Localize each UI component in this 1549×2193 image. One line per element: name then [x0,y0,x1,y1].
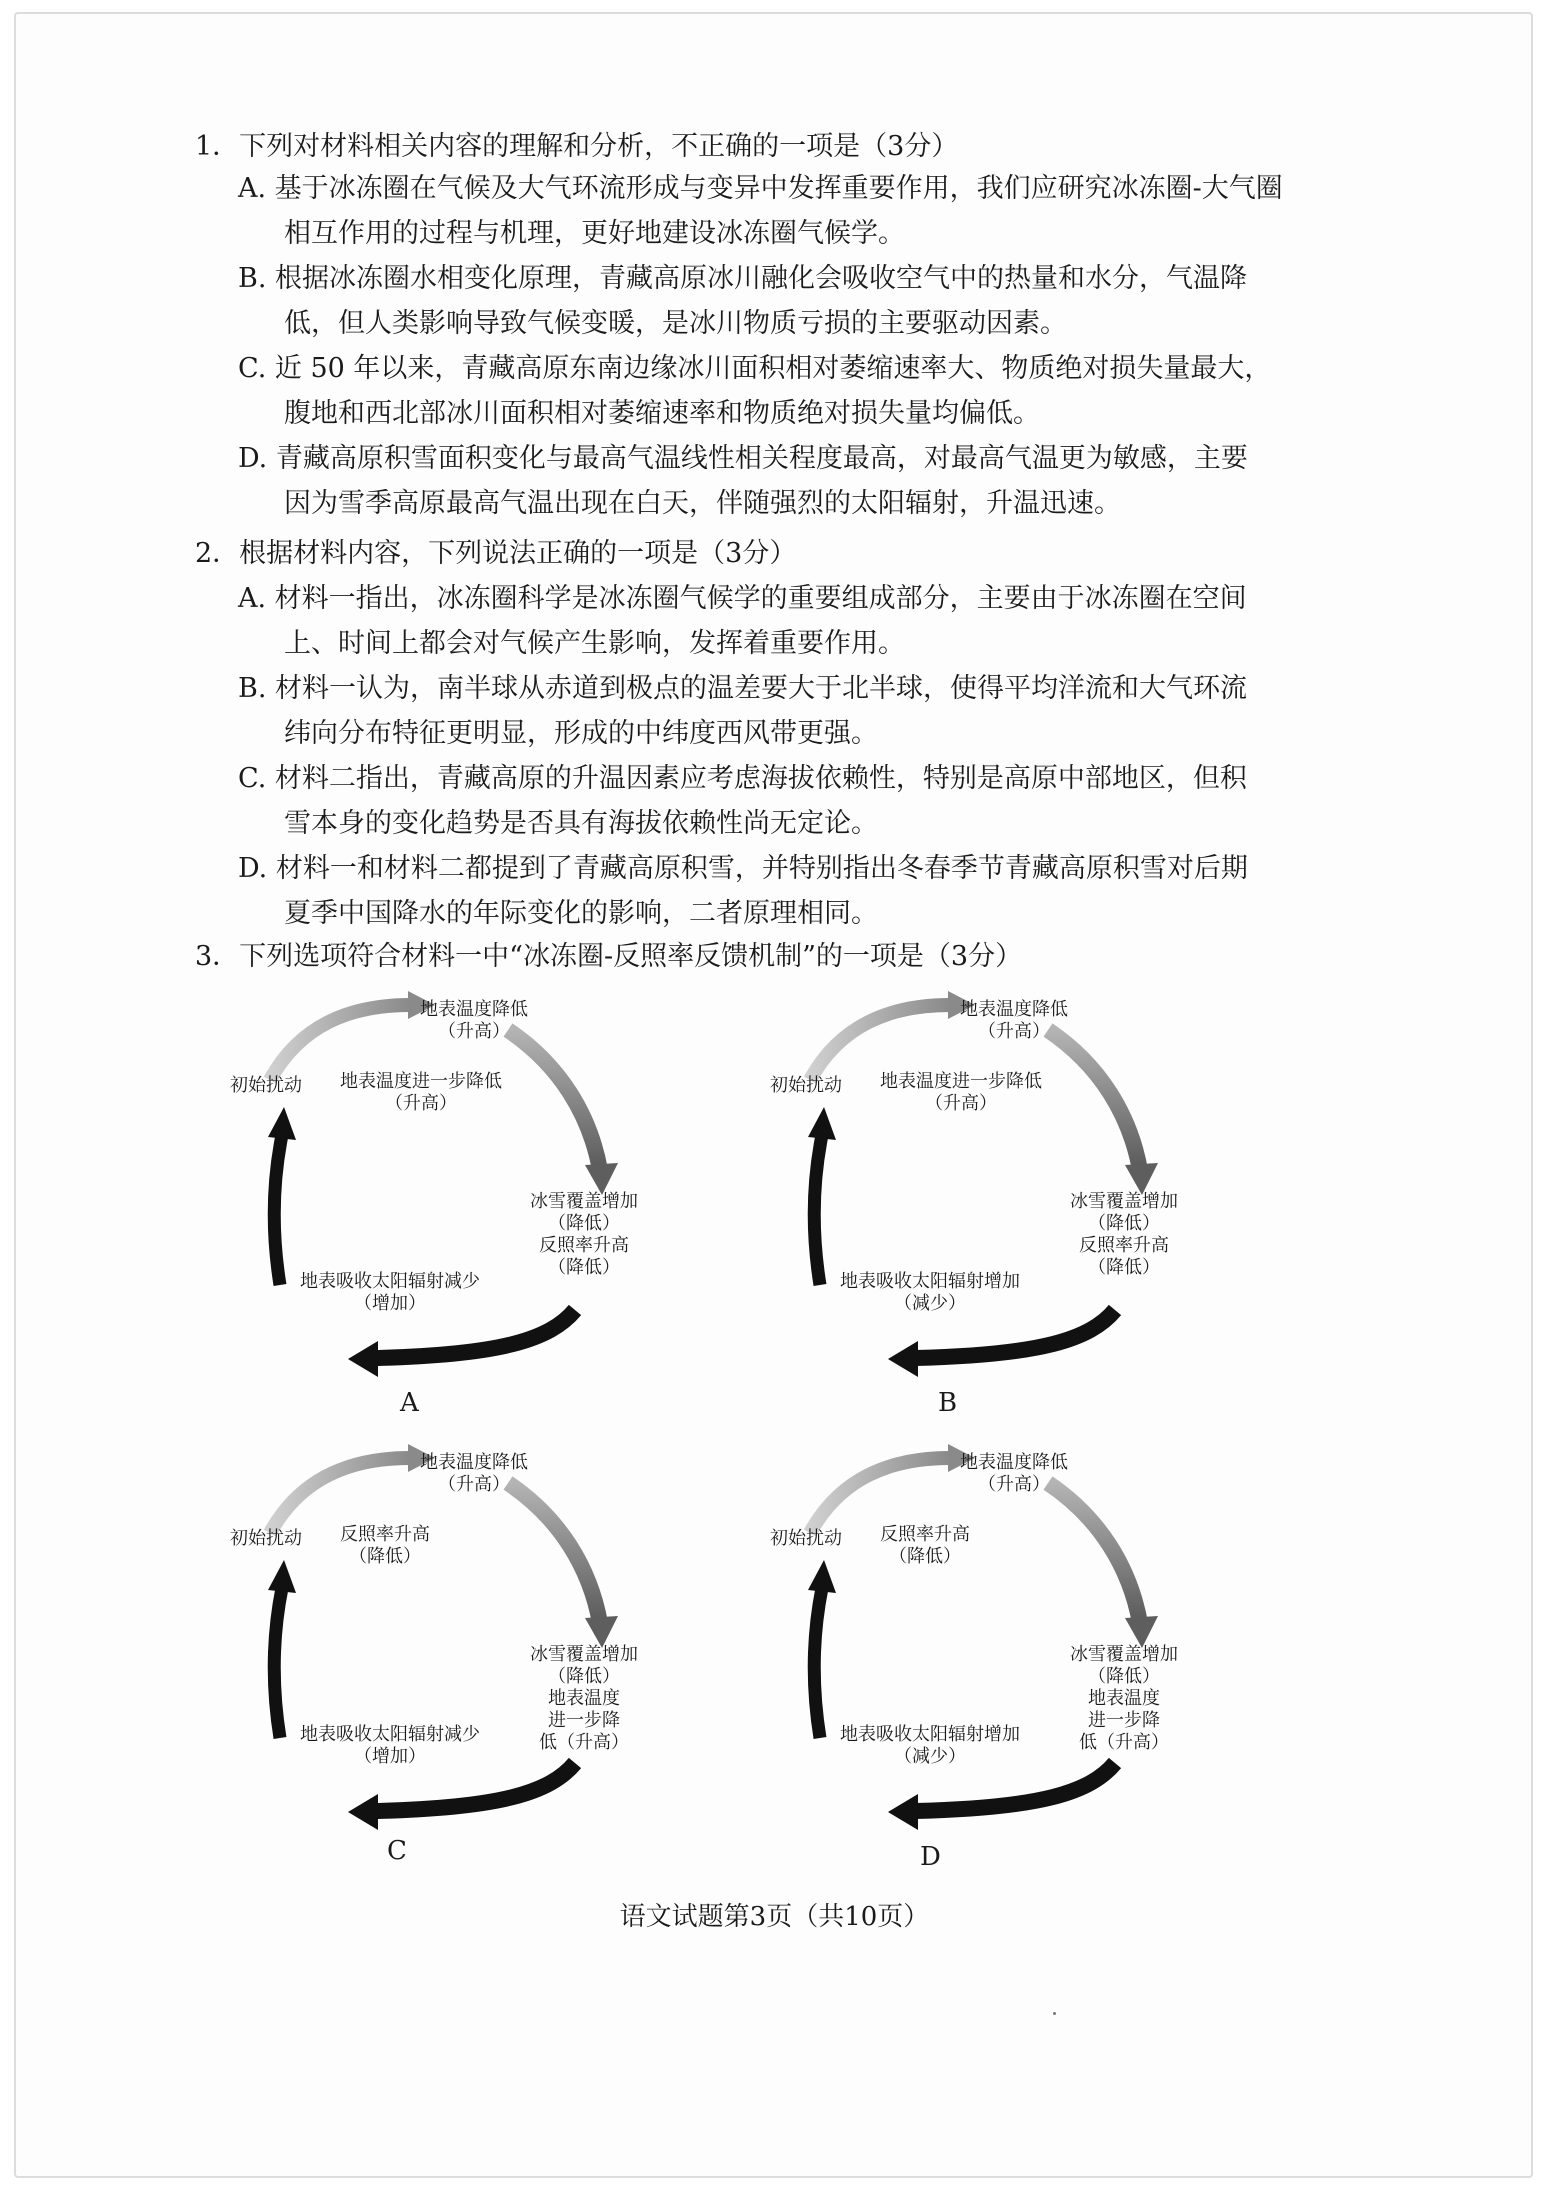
arrowhead-bottom [348,1794,378,1830]
label-top: 地表温度降低 （升高） [960,1452,1068,1495]
arrow-left [274,1135,282,1285]
label-right-line: 冰雪覆盖增加 [530,1191,638,1212]
arrowhead-bottom [348,1341,378,1377]
label-bottom: 地表吸收太阳辐射减少 （增加） [300,1271,480,1314]
label-top: 地表温度降低 （升高） [420,999,528,1042]
arrow-top [270,1005,410,1080]
label-center: 地表温度进一步降低 （升高） [340,1071,502,1114]
label-right-line: 地表温度 [1088,1688,1160,1709]
label-right-line: 进一步降 [1088,1710,1160,1731]
arrow-right [508,1030,600,1170]
question-2-option-a: A. 材料一指出，冰冻圈科学是冰冻圈气候学的重要组成部分，主要由于冰冻圈在空间 上、时间上都会对气候产生影响，发挥着重要作用。 [238,583,1247,659]
question-3-stem: 3．下列选项符合材料一中“冰冻圈-反照率反馈机制”的一项是（3分） [195,941,1023,972]
cycle-arrows [770,1438,1240,1838]
arrow-right [1048,1030,1140,1170]
label-right-line: 反照率升高 [1079,1235,1169,1256]
label-right [530,1191,638,1279]
arrow-bottom [375,1763,575,1811]
label-bottom: 地表吸收太阳辐射减少 （增加） [300,1724,480,1767]
arrow-left [814,1135,822,1285]
arrowhead-left [808,1560,836,1593]
label-right-line: （降低） [1088,1213,1160,1234]
label-right-line: 低（升高） [539,1732,629,1753]
label-right [1070,1191,1178,1279]
diagram-letter-b: B [938,1388,958,1418]
label-right-line: 进一步降 [548,1710,620,1731]
label-top: 地表温度降低 （升高） [420,1452,528,1495]
arrow-top [270,1458,410,1533]
question-1-option-c: C. 近 50 年以来，青藏高原东南边缘冰川面积相对萎缩速率大、物质绝对损失量最大， 腹地和西北部冰川面积相对萎缩速率和物质绝对损失量均偏低。 [238,353,1272,429]
question-1-option-b: B. 根据冰冻圈水相变化原理，青藏高原冰川融化会吸收空气中的热量和水分，气温降 低，但人类影响导致气候变暖，是冰川物质亏损的主要驱动因素。 [238,263,1248,339]
label-right-line: 冰雪覆盖增加 [530,1644,638,1665]
feedback-diagram-a [230,985,700,1385]
arrow-bottom [375,1310,575,1358]
feedback-diagram-c [230,1438,700,1838]
label-right-line: （降低） [548,1666,620,1687]
label-right-line: 冰雪覆盖增加 [1070,1644,1178,1665]
cycle-arrows [230,985,700,1385]
label-right [1070,1644,1178,1754]
arrowhead-left [268,1560,296,1593]
label-center: 地表温度进一步降低 （升高） [880,1071,1042,1114]
label-left: 初始扰动 [770,1075,842,1096]
diagram-letter-c: C [387,1836,407,1866]
cycle-arrows [230,1438,700,1838]
question-2-option-b: B. 材料一认为，南半球从赤道到极点的温差要大于北半球，使得平均洋流和大气环流 纬向分布特征更明显，形成的中纬度西风带更强。 [238,673,1248,749]
diagram-letter-a: A [400,1388,419,1418]
arrowhead-bottom [888,1341,918,1377]
arrow-bottom [915,1763,1115,1811]
arrow-left [814,1588,822,1738]
label-left: 初始扰动 [770,1528,842,1549]
label-left: 初始扰动 [230,1528,302,1549]
label-right-line: 低（升高） [1079,1732,1169,1753]
arrowhead-left [268,1107,296,1140]
question-1-stem: 1．下列对材料相关内容的理解和分析，不正确的一项是（3分） [195,131,959,162]
arrow-top [810,1458,950,1533]
question-2-stem: 2．根据材料内容，下列说法正确的一项是（3分） [195,538,797,569]
arrow-bottom [915,1310,1115,1358]
question-1-option-a: A. 基于冰冻圈在气候及大气环流形成与变异中发挥重要作用，我们应研究冰冻圈-大气圈 相互作用的过程与机理，更好地建设冰冻圈气候学。 [238,173,1283,249]
cycle-arrows [770,985,1240,1385]
label-bottom: 地表吸收太阳辐射增加 （减少） [840,1271,1020,1314]
label-center: 反照率升高 （降低） [340,1524,430,1567]
label-center: 反照率升高 （降低） [880,1524,970,1567]
arrow-right [508,1483,600,1623]
label-right-line: （降低） [548,1257,620,1278]
arrow-top [810,1005,950,1080]
label-right-line: 反照率升高 [539,1235,629,1256]
label-right-line: （降低） [1088,1257,1160,1278]
diagram-letter-d: D [920,1842,941,1872]
arrow-left [274,1588,282,1738]
label-right [530,1644,638,1754]
feedback-diagram-d [770,1438,1240,1838]
label-right-line: 地表温度 [548,1688,620,1709]
label-right-line: （降低） [1088,1666,1160,1687]
label-right-line: （降低） [548,1213,620,1234]
arrow-right [1048,1483,1140,1623]
question-1-option-d: D. 青藏高原积雪面积变化与最高气温线性相关程度最高，对最高气温更为敏感，主要 因为雪季高原最高气温出现在白天，伴随强烈的太阳辐射，升温迅速。 [238,443,1248,519]
question-2-option-c: C. 材料二指出，青藏高原的升温因素应考虑海拔依赖性，特别是高原中部地区，但积 雪本身的变化趋势是否具有海拔依赖性尚无定论。 [238,763,1247,839]
scan-speck [1053,2012,1056,2015]
feedback-diagram-b [770,985,1240,1385]
question-2-option-d: D. 材料一和材料二都提到了青藏高原积雪，并特别指出冬春季节青藏高原积雪对后期 夏季中国降水的年际变化的影响，二者原理相同。 [238,853,1248,929]
label-left: 初始扰动 [230,1075,302,1096]
page-footer: 语文试题第3页（共10页） [619,1902,930,1932]
label-bottom: 地表吸收太阳辐射增加 （减少） [840,1724,1020,1767]
arrowhead-left [808,1107,836,1140]
arrowhead-bottom [888,1794,918,1830]
label-right-line: 冰雪覆盖增加 [1070,1191,1178,1212]
label-top: 地表温度降低 （升高） [960,999,1068,1042]
